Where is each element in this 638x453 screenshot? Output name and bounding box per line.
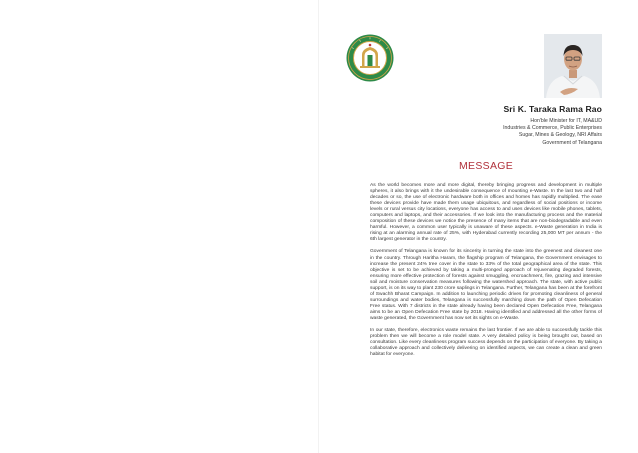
message-paragraph: As the world becomes more and more digital, thereby bringing progress and development in multiple spheres, it also brings with it the undesirable consequence of mounting e-Waste. In the last two and half decades or so, the use of electronic hardware both in offices and homes has rapidly multiplied. The ease these devices provide have made them usage ubiquitous, and regardless of social positions or income levels or rural versus city locations, everyone has access to and uses devices like mobile phones, tablets, computers and laptops, and their accessories. If we look into the manufacturing process and the material composition of these devices we notice the presence of many items that are non-biodegradable and even harmful. However, a common user typically is unaware of these aspects. e-Waste generation in India is rising at an alarming annual rate of 25%, with Hyderabad currently recording 25,000 MT per annum - the 6th largest generator in the country. (370, 183, 602, 243)
designation-line: Industries & Commerce, Public Enterprises (503, 125, 602, 132)
designation-block (402, 118, 602, 147)
portrait-photo (544, 34, 602, 98)
message-paragraph: Government of Telangana is known for its sincerity in turning the state into the greenest and cleanest one in the country. Through Haritha Haram, the flagship program of Telangana, the Government envisages to increase the present 24% tree cover in the state to 33% of the total geographical area of the state. This objective is set to be achieved by taking a multi-pronged approach of rejuvenating degraded forests, ensuring more effective protection of forests against smuggling, encroachment, fire, grazing and intensive soil and moisture conservation measures following the watershed approach. The state, with active public support, is on its way to plant 230 crore saplings in Telangana. Further, Telangana has been at the forefront of Swachh Bharat Campaign. In addition to launching periodic drives for promoting cleanliness of general surroundings and water bodies, Telangana is successfully marching down the path of Open Defecation Free status. With 7 districts in the state already having been declared Open Defecation Free, Telangana aims to be an Open Defecation Free state by 2018. Having identified and addressed all the other forms of waste generated, the Government has now set its sights on e-Waste. (370, 249, 602, 321)
message-paragraph: In our state, therefore, electronics waste remains the last frontier. If we are able to successfully tackle this problem then we will become a role model state. A very detailed policy is being brought out, based on consultation. Like every cleanliness program success depends on the participation of everyone. By taking a collaborative approach and collectively delivering on identified aspects, we can create a clean and green habitat for everyone. (370, 328, 602, 358)
minister-name: Sri K. Taraka Rama Rao (503, 104, 602, 114)
message-body (370, 183, 602, 364)
message-title: MESSAGE (458, 160, 514, 172)
telangana-state-emblem-icon (345, 33, 395, 83)
designation-line: Government of Telangana (542, 139, 602, 146)
designation-line: Hon'ble Minister for IT, MA&UD (530, 118, 602, 124)
designation-line: Sugar, Mines & Geology, NRI Affairs (518, 132, 602, 139)
